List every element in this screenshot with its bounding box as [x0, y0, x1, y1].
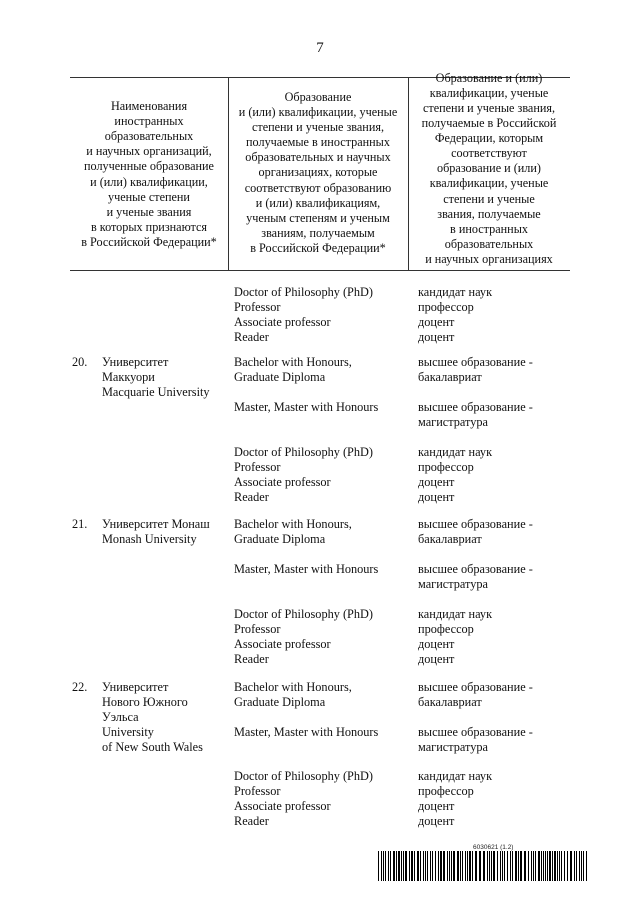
russian-bachelor: высшее образование - бакалавриат	[418, 517, 533, 547]
table-header-rule	[70, 270, 570, 271]
russian-master: высшее образование - магистратура	[418, 562, 533, 592]
russian-doctor: кандидат наук профессор доцент доцент	[418, 769, 493, 829]
russian-bachelor: высшее образование - бакалавриат	[418, 355, 533, 385]
row-number: 21.	[72, 517, 88, 531]
document-code: 6030621 (1.2)	[473, 844, 514, 851]
russian-doctor: кандидат наук профессор доцент доцент	[418, 607, 493, 667]
qualification-doctor: Doctor of Philosophy (PhD) Professor Associate professor Reader	[234, 445, 374, 505]
header-col-russian-equivalents: Образование и (или) квалификации, ученые степени и ученые звания, получаемые в Российской Федерации, которым соответствуют образование и (или) квалификации, ученые степени и ученые звания, получаемые в иностранных образовательных и научных организациях	[421, 70, 557, 266]
university-name: Университет Нового Южного Уэльса University of New South Wales	[102, 680, 203, 755]
page-number: 7	[316, 40, 324, 56]
russian-bachelor: высшее образование - бакалавриат	[418, 680, 533, 710]
russian-doctor: кандидат наук профессор доцент доцент	[418, 445, 493, 505]
continuation-qualifications: Doctor of Philosophy (PhD) Professor Associate professor Reader	[234, 285, 374, 345]
barcode-image	[378, 851, 590, 881]
qualification-master: Master, Master with Honours	[234, 562, 379, 576]
row-number: 22.	[72, 680, 88, 694]
university-name: Университет Монаш Monash University	[102, 517, 210, 547]
qualification-master: Master, Master with Honours	[234, 725, 379, 739]
university-name: Университет Маккуори Macquarie University	[102, 355, 210, 400]
qualification-bachelor: Bachelor with Honours, Graduate Diploma	[234, 517, 352, 547]
header-col-foreign-qualifications: Образование и (или) квалификации, ученые степени и ученые звания, получаемые в иностранных образовательных и научных организациях, которые соответствуют образованию и (или) квалификациям, ученым степеням и ученым званиям, получаемым в Российской Федерации*	[238, 89, 398, 255]
qualification-bachelor: Bachelor with Honours, Graduate Diploma	[234, 680, 352, 710]
continuation-russian: кандидат наук профессор доцент доцент	[418, 285, 493, 345]
header-col-institutions: Наименования иностранных образовательных и научных организаций, полученные образование и (или) квалификации, ученые степени и ученые звания в которых признаются в Российской Федерации*	[81, 99, 217, 249]
russian-master: высшее образование - магистратура	[418, 400, 533, 430]
qualification-doctor: Doctor of Philosophy (PhD) Professor Associate professor Reader	[234, 607, 374, 667]
qualification-doctor: Doctor of Philosophy (PhD) Professor Associate professor Reader	[234, 769, 374, 829]
qualification-bachelor: Bachelor with Honours, Graduate Diploma	[234, 355, 352, 385]
qualification-master: Master, Master with Honours	[234, 400, 379, 414]
row-number: 20.	[72, 355, 88, 369]
russian-master: высшее образование - магистратура	[418, 725, 533, 755]
